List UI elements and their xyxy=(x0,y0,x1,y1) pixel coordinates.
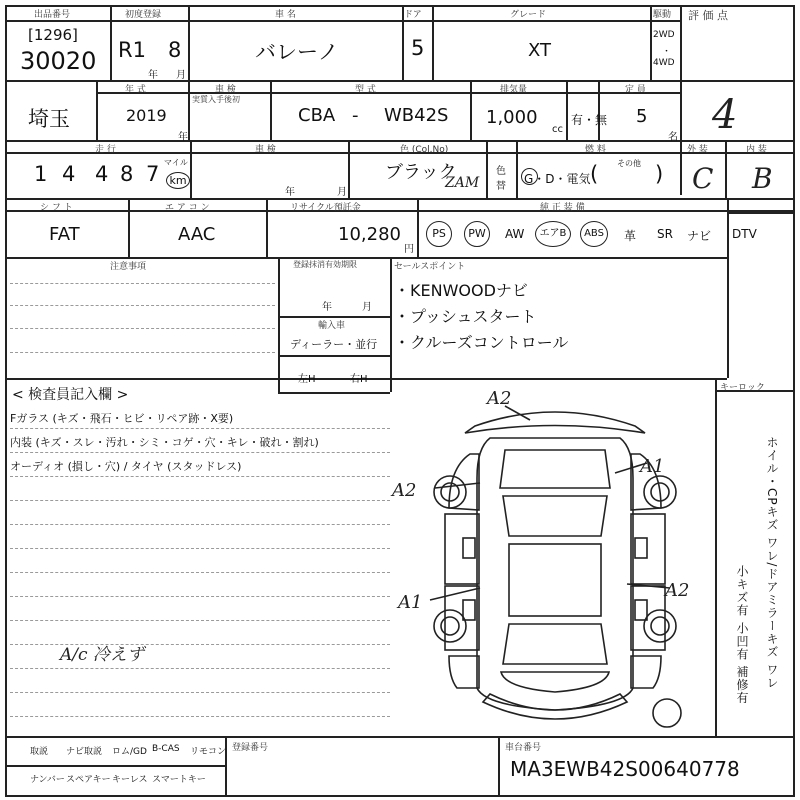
label-import: 輸入車 xyxy=(318,321,346,331)
first-reg-month-unit: 月 xyxy=(176,70,186,81)
label-displacement: 排気量 xyxy=(500,85,528,95)
label-aircon: エ ア コ ン xyxy=(165,203,210,213)
year-value: 2019 xyxy=(126,106,167,125)
equip-airbag: エアB xyxy=(535,221,571,247)
color-code: ZAM xyxy=(445,175,480,191)
label-inspection: 車 検 xyxy=(215,85,236,95)
inspection-year: 年 xyxy=(285,187,295,198)
mileage-d3: 4 xyxy=(95,162,109,186)
label-lot-no: 出品番号 xyxy=(34,10,71,20)
docs-row-1 xyxy=(8,740,225,762)
label-reg-no: 登録番号 xyxy=(232,743,269,753)
mileage-unit-mile: マイル xyxy=(164,158,188,167)
turbo: 有・無 xyxy=(571,113,608,127)
label-key-lock: キーロック xyxy=(720,383,765,393)
equip-abs: ABS xyxy=(580,221,608,247)
inspector-line-2: 内装 (キズ・スレ・汚れ・シミ・コゲ・穴・キレ・破れ・割れ) xyxy=(10,436,319,449)
doc-remote: リモコン xyxy=(190,747,227,757)
seats-unit: 名 xyxy=(668,132,678,143)
model-prefix: CBA xyxy=(298,105,336,126)
damage-mark-right-front: A1 xyxy=(640,456,665,477)
mileage-d4: 8 xyxy=(120,162,134,186)
drive-4wd: 4WD xyxy=(653,58,675,68)
fuel-paren-open: ( xyxy=(590,162,599,186)
label-first-reg: 初度登録 xyxy=(125,10,162,20)
label-exterior: 外 装 xyxy=(687,145,708,155)
car-grade: XT xyxy=(528,40,552,61)
equip-sr: SR xyxy=(657,227,673,241)
year-note: 実質入手後初 xyxy=(192,95,240,104)
label-grade: グレード xyxy=(510,10,547,20)
color-name: ブラック xyxy=(385,162,457,183)
damage-mark-top: A2 xyxy=(487,388,512,409)
sales-point-1: ・KENWOODナビ xyxy=(394,281,528,300)
label-interior: 内 装 xyxy=(746,145,767,155)
legend-line-1: ホイル・CPキズ ワレ/ドアミラーキズ ワレ xyxy=(765,436,779,690)
first-reg-era: R1 xyxy=(118,38,146,62)
doc-rom: ロム/GD xyxy=(112,747,147,757)
label-notes: 注意事項 xyxy=(110,262,147,272)
equip-ps: PS xyxy=(426,221,452,247)
score-value: 4 xyxy=(712,92,738,138)
mileage-d1: 1 xyxy=(34,162,48,186)
exterior-score: C xyxy=(692,162,714,195)
handle-left: 左H xyxy=(298,374,316,385)
recycle-value: 10,280 xyxy=(338,224,401,245)
reg-period-month: 月 xyxy=(362,302,372,313)
doc-bcas: B-CAS xyxy=(152,744,180,754)
label-drive: 駆動 xyxy=(653,10,672,20)
color-change-1: 色 xyxy=(496,166,506,177)
equip-leather: 革 xyxy=(624,229,637,243)
mileage-unit-km: km xyxy=(166,172,190,189)
car-name: バレーノ xyxy=(255,40,339,64)
equip-aw: AW xyxy=(505,227,525,241)
damage-mark-right-rear: A2 xyxy=(665,580,690,601)
doc-manual: 取説 xyxy=(30,747,49,757)
label-shift: シ フ ト xyxy=(40,203,73,213)
mileage-d5: 7 xyxy=(146,162,160,186)
import-dealer: ディーラー・並行 xyxy=(290,338,378,351)
label-doors: ドア xyxy=(404,10,422,20)
label-inspection-2: 車 検 xyxy=(255,145,276,155)
label-score: 評 価 点 xyxy=(688,9,728,22)
fuel-options: G・D・電気 xyxy=(524,172,591,186)
mileage-d2: 4 xyxy=(62,162,76,186)
label-fuel: 燃 料 xyxy=(585,145,606,155)
label-mileage: 走 行 xyxy=(95,145,116,155)
lot-code: [1296] xyxy=(28,26,78,44)
label-color: 色 (Col.No) xyxy=(400,145,449,155)
handwritten-note: A/c 冷えず xyxy=(60,645,144,665)
fuel-other: その他 xyxy=(617,159,641,168)
legend-line-2: 小キズ有 小凹有 補修有 xyxy=(735,565,749,705)
model-code: WB42S xyxy=(384,105,449,126)
doc-spare-key: スペアキー xyxy=(66,775,111,785)
label-year: 年 式 xyxy=(125,85,146,95)
sales-point-3: ・クルーズコントロール xyxy=(394,333,569,352)
doc-keyless: キーレス xyxy=(112,775,148,785)
displacement-value: 1,000 xyxy=(486,107,538,128)
inspector-line-1: Fガラス (キズ・飛石・ヒビ・リペア跡・X要) xyxy=(10,412,234,425)
equip-navi: ナビ xyxy=(687,229,712,243)
doc-smart-key: スマートキー xyxy=(152,775,206,785)
model-sep: - xyxy=(352,105,359,126)
inspector-title: < 検査員記入欄 > xyxy=(12,387,129,403)
displacement-unit: cc xyxy=(552,124,563,135)
shift-value: FAT xyxy=(49,224,80,245)
interior-score: B xyxy=(752,162,773,195)
first-reg-month: 8 xyxy=(168,38,182,62)
equip-dtv: DTV xyxy=(732,227,757,241)
equip-pw: PW xyxy=(464,221,490,247)
fuel-paren-close: ) xyxy=(655,162,664,186)
area: 埼玉 xyxy=(28,107,70,131)
label-equipment: 純 正 装 備 xyxy=(540,203,585,213)
lot-number: 30020 xyxy=(20,47,97,75)
sales-point-2: ・プッシュスタート xyxy=(394,307,537,326)
car-doors: 5 xyxy=(411,36,425,60)
inspection-month: 月 xyxy=(337,187,347,198)
label-model: 型 式 xyxy=(355,85,376,95)
label-chassis: 車台番号 xyxy=(505,743,542,753)
docs-row-2 xyxy=(8,768,225,790)
first-reg-year-unit: 年 xyxy=(148,70,158,81)
chassis-number: MA3EWB42S00640778 xyxy=(510,757,740,781)
damage-mark-left-front: A2 xyxy=(392,480,417,501)
doc-navi-manual: ナビ取説 xyxy=(66,747,103,757)
inspector-line-3: オーディオ (損し・穴) / タイヤ (スタッドレス) xyxy=(10,460,242,473)
reg-period-year: 年 xyxy=(322,302,332,313)
label-recycle: リサイクル預託金 xyxy=(290,203,361,213)
recycle-unit: 円 xyxy=(404,244,414,255)
label-car-name: 車 名 xyxy=(275,10,296,20)
damage-mark-left-rear: A1 xyxy=(398,592,423,613)
seats-value: 5 xyxy=(636,106,648,127)
equipment-list xyxy=(420,218,727,250)
drive-2wd: 2WD xyxy=(653,30,675,40)
aircon-value: AAC xyxy=(178,224,216,245)
car-diagram xyxy=(395,388,715,733)
color-change-2: 替 xyxy=(496,181,506,192)
doc-plate: ナンバー xyxy=(30,775,65,785)
label-reg-period: 登録抹消有効期限 xyxy=(293,260,357,269)
handle-right: 右H xyxy=(350,374,368,385)
year-unit: 年 xyxy=(178,132,188,143)
label-seats: 定 員 xyxy=(625,85,646,95)
drive-sep: ・ xyxy=(662,47,672,57)
label-sales-points: セールスポイント xyxy=(394,262,466,272)
